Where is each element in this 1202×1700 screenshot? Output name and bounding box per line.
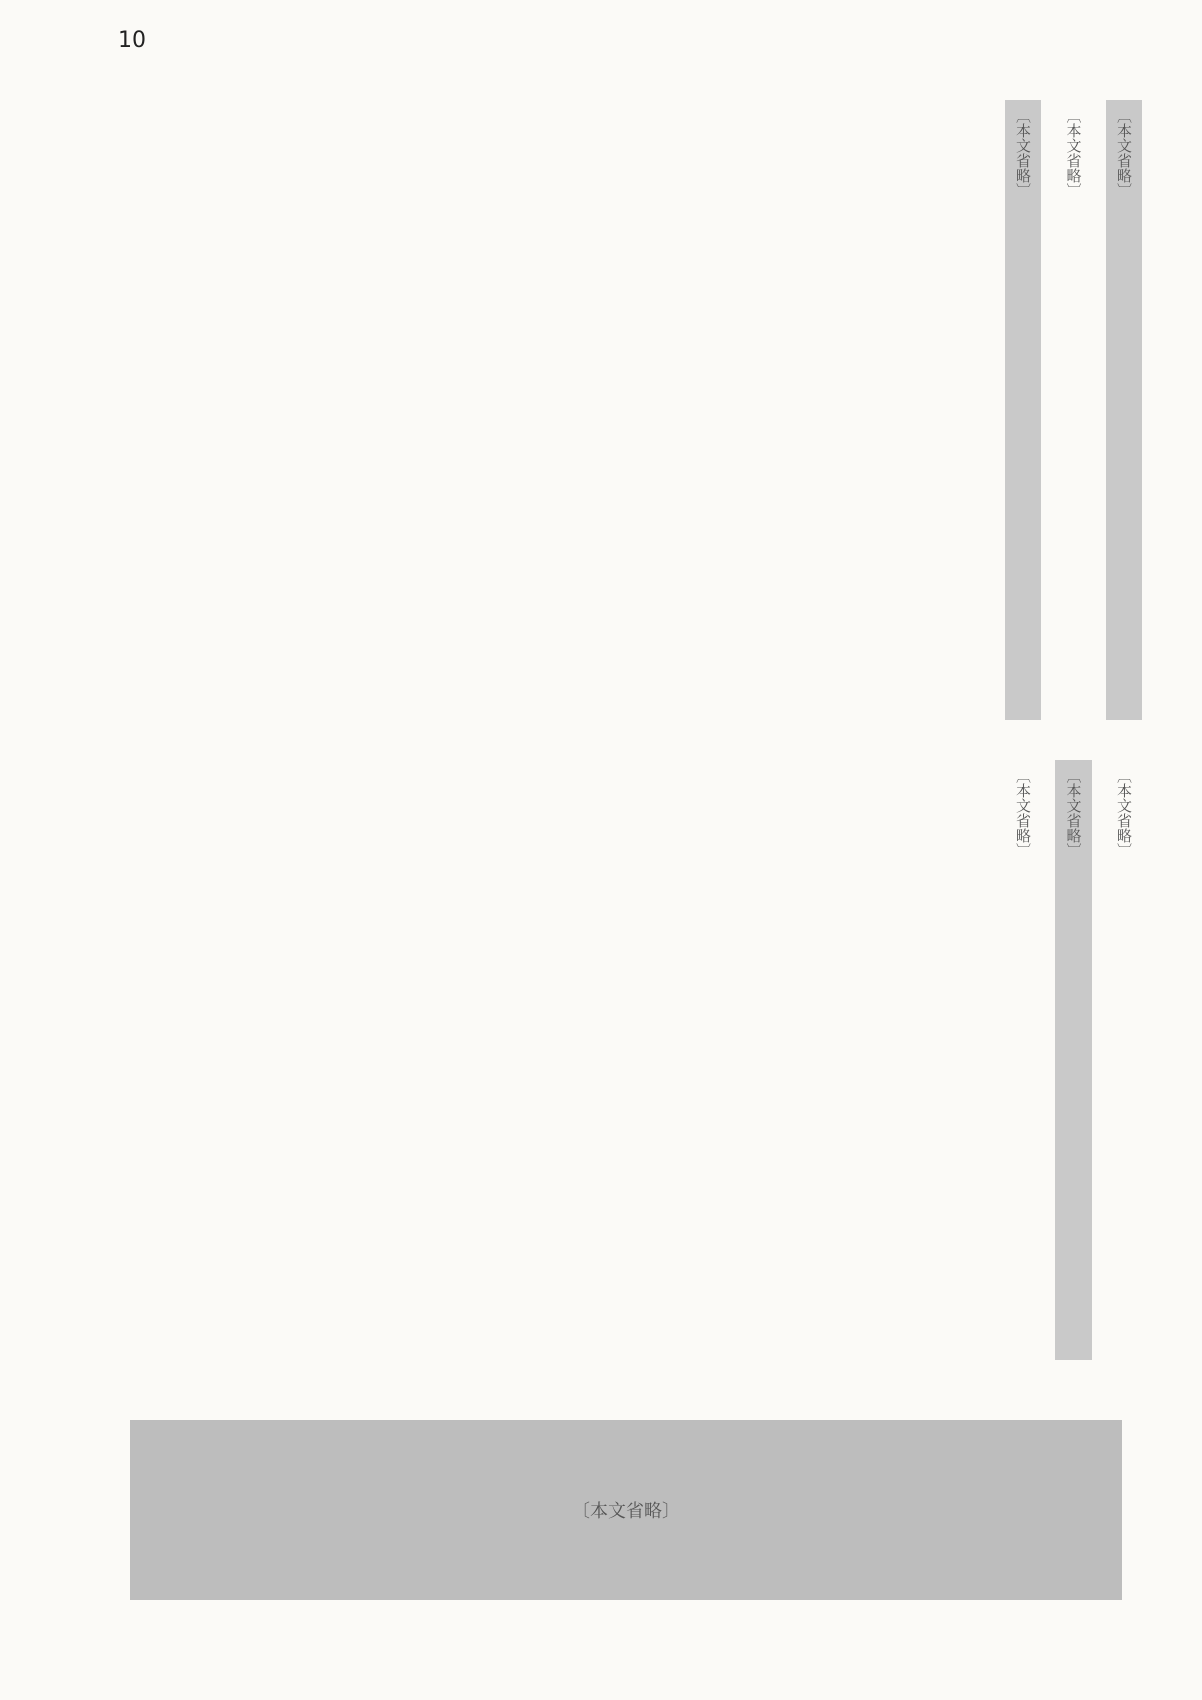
- footer-caption-box: [130, 1420, 1122, 1600]
- text-section-top: [130, 100, 1142, 720]
- page-number: 10: [118, 28, 146, 53]
- text-column-redacted: 〔本文省略〕: [1115, 768, 1133, 858]
- text-column-redacted: 〔本文省略〕: [1106, 100, 1143, 720]
- footer-caption-redacted: 〔本文省略〕: [572, 1501, 680, 1522]
- text-column-redacted: 〔本文省略〕: [1005, 100, 1042, 720]
- text-column-redacted: 〔本文省略〕: [1064, 108, 1083, 198]
- text-column-redacted: 〔本文省略〕: [1055, 760, 1092, 1360]
- text-column-redacted: 〔本文省略〕: [1014, 768, 1032, 858]
- text-section-middle: [130, 760, 1142, 1360]
